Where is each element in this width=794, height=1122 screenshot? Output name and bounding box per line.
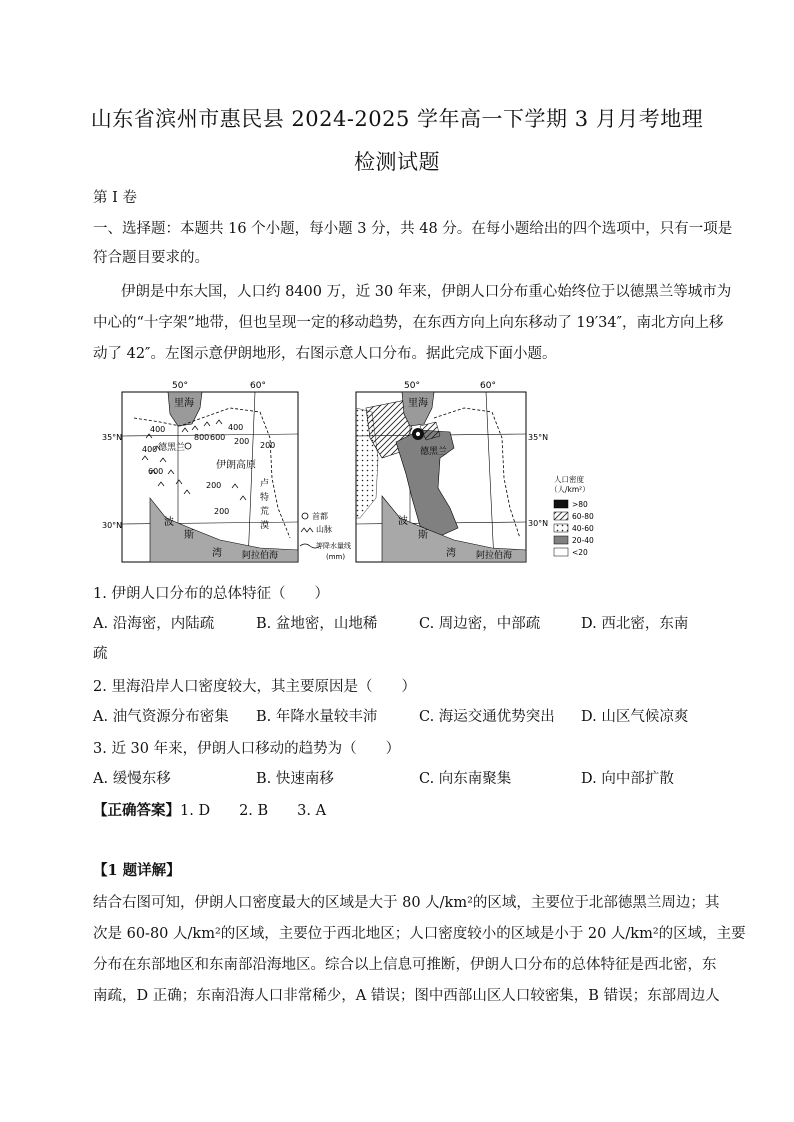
legend-swatch-20-40 bbox=[554, 536, 568, 544]
right-lon-60-label: 60° bbox=[480, 381, 496, 391]
contour-label-6: 200 bbox=[206, 481, 222, 490]
q1-option-a: A. 沿海密，内陆疏 bbox=[93, 616, 215, 632]
q1-option-d: D. 西北密，东南 bbox=[581, 616, 689, 632]
answer-line bbox=[93, 799, 326, 820]
contour-label-1: 400 bbox=[228, 423, 244, 432]
legend-isohyet-label: 等降水量线 bbox=[316, 542, 351, 550]
left-lat-30-label: 30°N bbox=[102, 521, 123, 530]
right-gulf-char-3: 湾 bbox=[446, 548, 456, 559]
legend-swatch-over-80 bbox=[554, 500, 568, 508]
contour-label-9: 200 bbox=[214, 507, 230, 516]
legend-capital-label: 首都 bbox=[312, 512, 328, 521]
desert-char-3: 荒 bbox=[260, 507, 270, 517]
left-gulf-char-1: 波 bbox=[164, 517, 174, 528]
passage-line-3: 动了 42″。左图示意伊朗地形，右图示意人口分布。据此完成下面小题。 bbox=[93, 346, 557, 362]
right-tehran-label: 德黑兰 bbox=[420, 447, 448, 457]
left-tehran-label: 德黑兰 bbox=[158, 443, 186, 453]
question-2-stem: 2. 里海沿岸人口密度较大，其主要原因是（ ） bbox=[93, 679, 416, 695]
legend-mountain-label: 山脉 bbox=[316, 525, 332, 534]
explanation-line-2: 次是 60-80 人/km²的区域，主要位于西北地区；人口密度较小的区域是小于 20 人/km²的区域，主要 bbox=[93, 926, 746, 942]
explanation-line-4: 南疏，D 正确；东南沿海人口非常稀少，A 错误；图中西部山区人口较密集，B 错误；东部周边人 bbox=[93, 988, 720, 1004]
contour-label-8: 600 bbox=[148, 467, 164, 476]
legend-capital-symbol bbox=[302, 513, 308, 519]
legend-swatch-60-80 bbox=[554, 512, 568, 520]
legend-swatch-under-20 bbox=[554, 548, 568, 556]
legend-isohyet-unit: (mm) bbox=[326, 553, 346, 561]
right-lon-50-label: 50° bbox=[404, 381, 420, 391]
explanation-line-3: 分布在东部地区和东南部沿海地区。综合以上信息可推断，伊朗人口分布的总体特征是西北密，东 bbox=[93, 957, 717, 973]
right-lat-30-label: 30°N bbox=[528, 519, 549, 528]
right-arabian-sea-label: 阿拉伯海 bbox=[476, 551, 513, 561]
contour-label-3: 600 bbox=[210, 433, 226, 442]
answer-text: 1. D 2. B 3. A bbox=[180, 803, 327, 819]
explanation-heading: 【1 题详解】 bbox=[93, 862, 181, 879]
section-label: 第 I 卷 bbox=[93, 190, 137, 206]
desert-char-4: 漠 bbox=[260, 521, 270, 531]
left-gulf-char-3: 湾 bbox=[212, 548, 222, 559]
q3-option-a: A. 缓慢东移 bbox=[93, 771, 171, 787]
iran-maps-figure bbox=[102, 378, 680, 568]
legend-density-unit: （人/km²） bbox=[550, 485, 590, 494]
left-arabian-sea-label: 阿拉伯海 bbox=[242, 551, 279, 561]
instructions-line-1: 一、选择题：本题共 16 个小题，每小题 3 分，共 48 分。在每小题给出的四个选项中，只有一项是 bbox=[93, 221, 733, 237]
q2-option-a: A. 油气资源分布密集 bbox=[93, 709, 229, 725]
right-lat-35-label: 35°N bbox=[528, 433, 549, 442]
q1-option-c: C. 周边密，中部疏 bbox=[419, 616, 541, 632]
right-caspian-label: 里海 bbox=[408, 398, 428, 409]
instructions-line-2: 符合题目要求的。 bbox=[93, 250, 209, 266]
q2-option-d: D. 山区气候凉爽 bbox=[581, 709, 689, 725]
legend-under-20-label: <20 bbox=[572, 548, 588, 557]
title-line-2: 检测试题 bbox=[354, 150, 440, 174]
contour-label-2: 800 bbox=[194, 433, 210, 442]
question-3-stem: 3. 近 30 年来，伊朗人口移动的趋势为（ ） bbox=[93, 741, 401, 757]
contour-label-7: 400 bbox=[142, 445, 158, 454]
question-1-stem: 1. 伊朗人口分布的总体特征（ ） bbox=[93, 586, 329, 602]
left-tehran-marker bbox=[185, 443, 191, 449]
q3-option-d: D. 向中部扩散 bbox=[581, 771, 674, 787]
legend-60-80-label: 60-80 bbox=[572, 512, 594, 521]
legend-swatch-40-60 bbox=[554, 524, 568, 532]
left-lon-50-label: 50° bbox=[172, 381, 188, 391]
contour-label-5: 400 bbox=[150, 425, 166, 434]
explanation-line-1: 结合右图可知，伊朗人口密度最大的区域是大于 80 人/km²的区域，主要位于北部德黑兰周边；其 bbox=[93, 895, 720, 911]
left-lat-35-label: 35°N bbox=[102, 433, 123, 442]
legend-over-80-label: >80 bbox=[572, 500, 588, 509]
left-plateau-label: 伊朗高原 bbox=[216, 460, 256, 471]
contour-label-10: 200 bbox=[260, 441, 276, 450]
desert-char-1: 卢 bbox=[260, 479, 270, 489]
q1-option-b: B. 盆地密，山地稀 bbox=[256, 616, 378, 632]
left-lon-60-label: 60° bbox=[250, 381, 266, 391]
q3-option-c: C. 向东南聚集 bbox=[419, 771, 512, 787]
desert-char-2: 特 bbox=[260, 493, 270, 503]
q2-option-b: B. 年降水量较丰沛 bbox=[256, 709, 378, 725]
legend-20-40-label: 20-40 bbox=[572, 536, 594, 545]
left-gulf-char-2: 斯 bbox=[184, 530, 194, 541]
legend-mountain-symbol bbox=[301, 528, 313, 532]
q3-option-b: B. 快速南移 bbox=[256, 771, 334, 787]
legend-density-title: 人口密度 bbox=[554, 475, 584, 484]
terrain-map bbox=[102, 381, 351, 562]
q2-option-c: C. 海运交通优势突出 bbox=[419, 709, 555, 725]
answer-label: 【正确答案】 bbox=[93, 802, 180, 819]
q1-option-d-overflow: 疏 bbox=[93, 646, 108, 662]
right-gulf-char-2: 斯 bbox=[418, 530, 428, 541]
right-gulf-char-1: 波 bbox=[398, 516, 408, 527]
population-map bbox=[356, 381, 594, 562]
legend-40-60-label: 40-60 bbox=[572, 524, 594, 533]
passage-line-2: 中心的“十字架”地带，但也呈现一定的移动趋势，在东西方向上向东移动了 19′34″，南北方向上移 bbox=[93, 315, 724, 331]
title-line-1: 山东省滨州市惠民县 2024-2025 学年高一下学期 3 月月考地理 bbox=[90, 107, 704, 131]
left-caspian-label: 里海 bbox=[174, 398, 194, 409]
passage-line-1: 伊朗是中东大国，人口约 8400 万，近 30 年来，伊朗人口分布重心始终位于以德黑兰等城市为 bbox=[121, 284, 732, 300]
contour-label-4: 200 bbox=[234, 437, 250, 446]
